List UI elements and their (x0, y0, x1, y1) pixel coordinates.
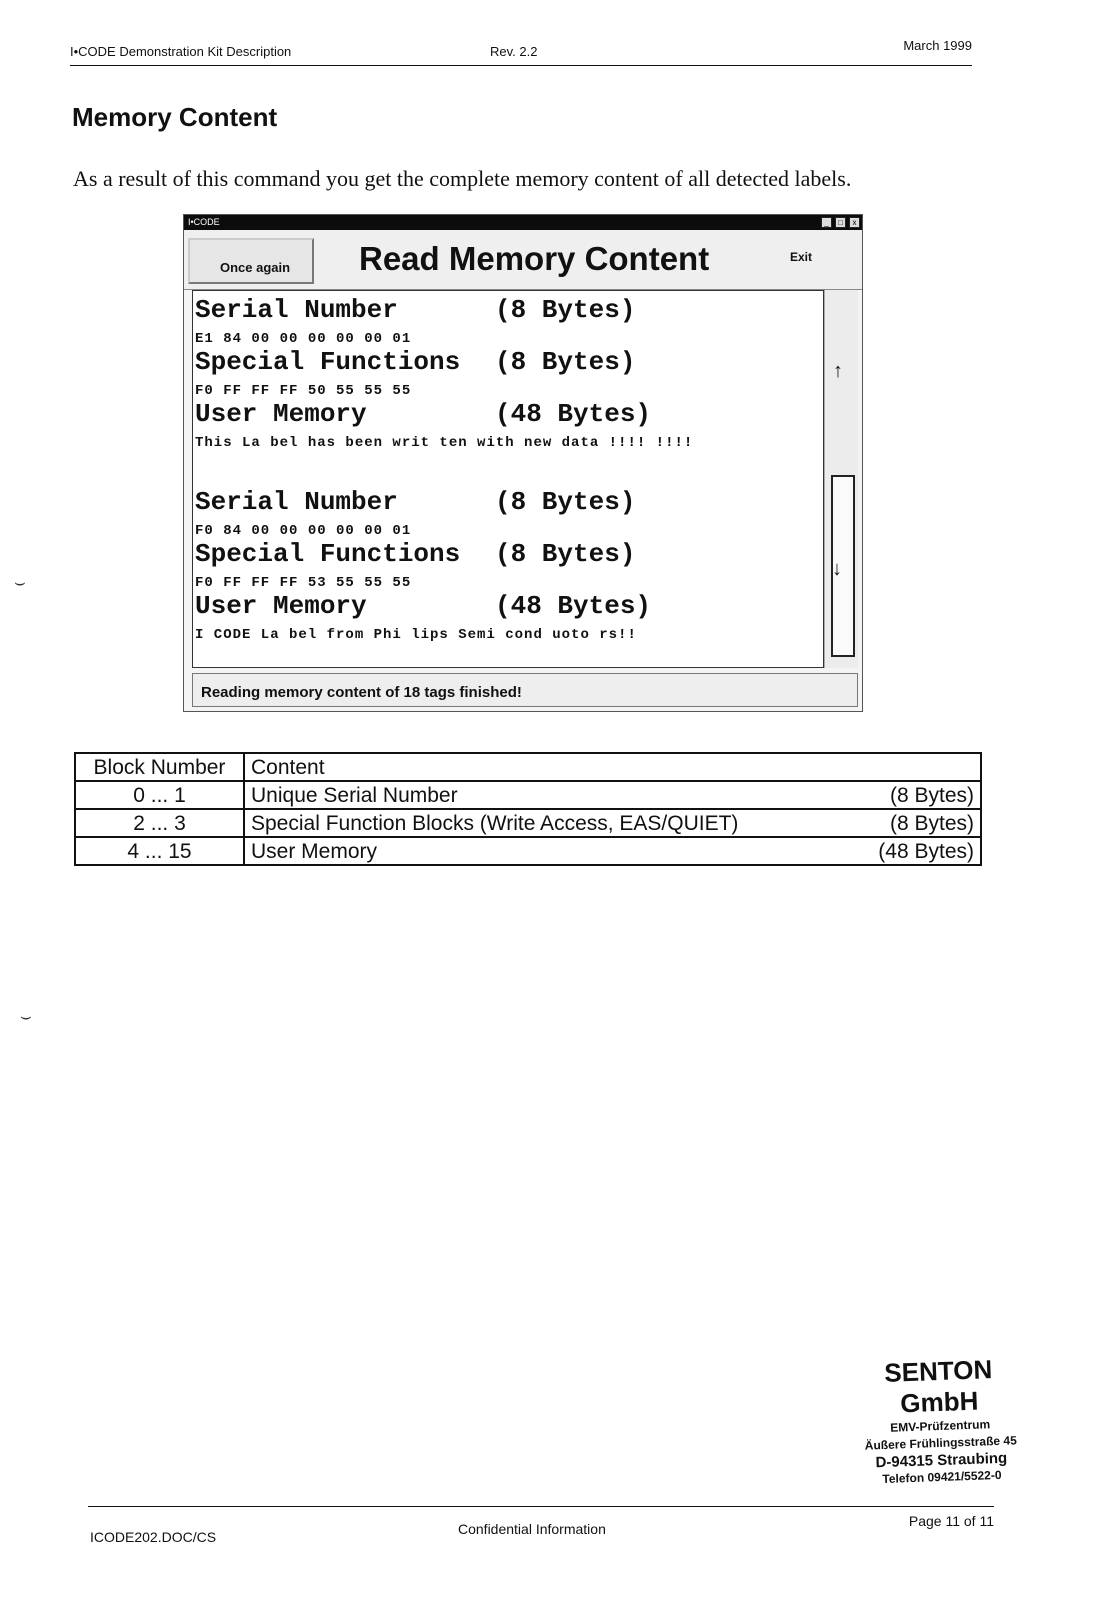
header-revision: Rev. 2.2 (490, 44, 538, 59)
special-label: Special Functions (195, 347, 461, 377)
table-row (75, 781, 981, 809)
user-label: User Memory (195, 399, 367, 429)
table-row (75, 809, 981, 837)
margin-mark: ⌣ (20, 1006, 32, 1026)
exit-button[interactable]: Exit (790, 250, 813, 264)
memory-listbox[interactable] (192, 290, 824, 668)
content-cell (244, 809, 981, 837)
content-text: Special Function Blocks (Write Access, EAS/QUIET) (251, 812, 739, 835)
tag2-serial-heading (195, 487, 635, 517)
footer-filename: ICODE202.DOC/CS (90, 1529, 217, 1545)
special-label: Special Functions (195, 539, 461, 569)
header-doc-title: I•CODE Demonstration Kit Description (70, 44, 292, 59)
serial-size: (8 Bytes) (495, 295, 636, 325)
serial-label: Serial Number (195, 295, 398, 325)
content-text: Unique Serial Number (251, 784, 458, 807)
serial-label: Serial Number (195, 487, 398, 517)
tag1-special-value: F0 FF FF FF 50 55 55 55 (195, 383, 412, 399)
stamp-line: Telefon 09421/5522-0 (882, 1467, 1002, 1487)
header-block-number: Block Number (75, 753, 244, 781)
footer-page-number: Page 11 of 11 (908, 1513, 994, 1529)
block-cell: 4 ... 15 (75, 837, 244, 865)
maximize-icon[interactable]: □ (835, 217, 846, 228)
user-size: (48 Bytes) (495, 591, 652, 621)
tag1-serial-value: E1 84 00 00 00 00 00 01 (195, 331, 412, 347)
tag1-user-value: This La bel has been writ ten with new data !!!! !!!! (195, 435, 694, 451)
special-size: (8 Bytes) (495, 539, 636, 569)
tag2-serial-value: F0 84 00 00 00 00 00 01 (195, 523, 412, 539)
content-cell (244, 781, 981, 809)
window-title: I•CODE (188, 217, 220, 227)
footer-confidential: Confidential Information (458, 1521, 606, 1537)
size-text: (8 Bytes) (889, 812, 974, 835)
vertical-scrollbar[interactable] (824, 290, 858, 668)
tag1-special-heading (195, 347, 635, 377)
size-text: (8 Bytes) (889, 784, 974, 807)
scroll-up-arrow-icon[interactable]: ↑ (833, 360, 843, 382)
page-footer (88, 1506, 994, 1546)
content-text: User Memory (251, 840, 378, 863)
company-stamp (843, 1353, 1037, 1490)
minimize-icon[interactable]: _ (821, 217, 832, 228)
tag2-user-heading (195, 591, 651, 621)
intro-paragraph: As a result of this command you get the complete memory content of all detected labels. (73, 166, 852, 191)
content-cell (244, 837, 981, 865)
block-cell: 2 ... 3 (75, 809, 244, 837)
stamp-line: Äußere Frühlingsstraße 45 (864, 1433, 1017, 1453)
size-text: (48 Bytes) (878, 840, 974, 863)
window-heading: Read Memory Content (359, 240, 710, 277)
app-window (183, 214, 863, 712)
tag2-special-value: F0 FF FF FF 53 55 55 55 (195, 575, 412, 591)
margin-mark: ⌣ (14, 572, 26, 592)
stamp-company: SENTON GmbH (883, 1354, 993, 1419)
user-size: (48 Bytes) (495, 399, 652, 429)
serial-size: (8 Bytes) (495, 487, 636, 517)
status-bar: Reading memory content of 18 tags finished! (192, 673, 858, 707)
scroll-down-arrow-icon[interactable]: ↓ (832, 558, 842, 580)
tag1-serial-heading (195, 295, 635, 325)
header-content: Content (244, 753, 981, 781)
tag2-user-value: I CODE La bel from Phi lips Semi cond uoto rs!! (195, 627, 637, 643)
close-icon[interactable]: x (849, 217, 860, 228)
header-date: March 1999 (903, 38, 972, 53)
stamp-line: D-94315 Straubing (875, 1449, 1008, 1472)
tag2-special-heading (195, 539, 635, 569)
special-size: (8 Bytes) (495, 347, 636, 377)
user-label: User Memory (195, 591, 367, 621)
window-titlebar (184, 215, 862, 230)
stamp-line: EMV-Prüfzentrum (889, 1417, 991, 1435)
block-cell: 0 ... 1 (75, 781, 244, 809)
section-title: Memory Content (72, 102, 278, 132)
table-row (75, 837, 981, 865)
once-again-button[interactable]: Once again (188, 238, 314, 284)
block-table (74, 752, 982, 866)
page-header (70, 34, 972, 66)
tag1-user-heading (195, 399, 651, 429)
table-header-row (75, 753, 981, 781)
window-toolbar (184, 230, 862, 290)
